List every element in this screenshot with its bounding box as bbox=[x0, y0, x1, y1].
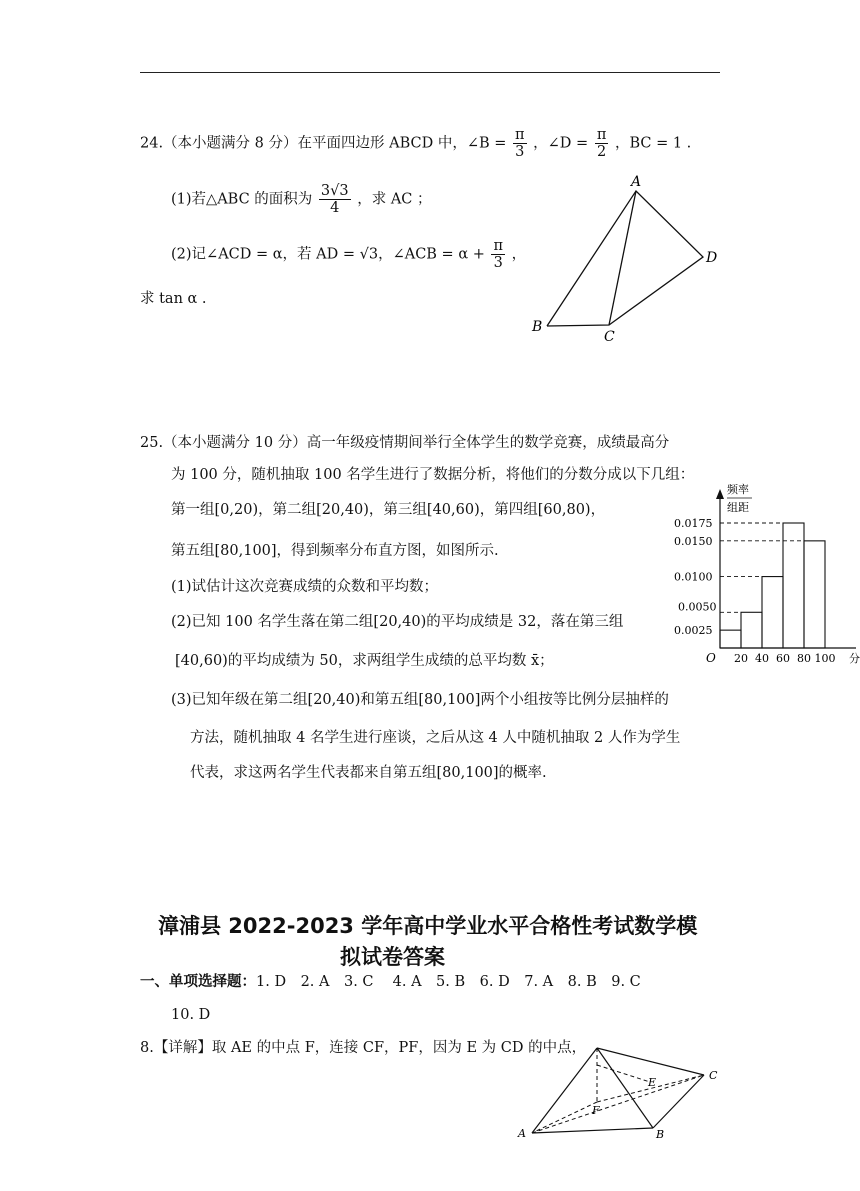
choice-answers bbox=[140, 972, 641, 992]
q25-part3: (3)已知年级在第二组[20,40)和第五组[80,100]两个小组按等比例分层抽样的 bbox=[171, 692, 669, 708]
x-tick-label: 60 bbox=[776, 652, 790, 665]
histogram-bar bbox=[783, 523, 804, 648]
x-tick-label: 80 bbox=[797, 652, 811, 665]
y-tick-label: 0.0175 bbox=[674, 517, 713, 530]
x-tick-label: 20 bbox=[734, 652, 748, 665]
pyramid-figure bbox=[520, 1040, 735, 1145]
q25-part1: (1)试估计这次竞赛成绩的众数和平均数； bbox=[171, 579, 439, 595]
frequency-histogram bbox=[658, 473, 858, 668]
q25-line3: 第一组[0,20)，第二组[20,40)，第三组[40,60)，第四组[60,80)， bbox=[171, 502, 606, 518]
q8-text: 取 AE 的中点 F，连接 CF，PF，因为 E 为 CD 的中点， bbox=[211, 1040, 587, 1056]
q24-part2: (2)记∠ACD = α，若 AD = √3，∠ACB = α + $\frac{\pi}{3}$ ， bbox=[171, 238, 527, 271]
origin-label: O bbox=[706, 651, 716, 665]
y-axis-arrow bbox=[716, 489, 724, 499]
histogram-bar bbox=[720, 630, 741, 648]
q24-part1: (1)若△ABC 的面积为 $\frac{3√3}{4}$ ，求 AC ； bbox=[171, 183, 432, 216]
q24-tail: ，BC = 1 . bbox=[614, 135, 692, 152]
quad-edges bbox=[547, 191, 703, 326]
q24-mid: ，∠D = bbox=[533, 135, 589, 152]
y-label-bottom: 组距 bbox=[727, 501, 749, 514]
histogram-bar bbox=[762, 577, 783, 648]
label-c: C bbox=[604, 329, 615, 345]
answer-title-line2: 拟试卷答案 bbox=[340, 945, 445, 969]
y-tick-label: 0.0025 bbox=[674, 624, 713, 638]
q25-line4: 第五组[80,100]，得到频率分布直方图，如图所示. bbox=[171, 543, 499, 559]
label-a: A bbox=[631, 174, 642, 190]
pi-over-3-b: $\frac{\pi}{3}$ bbox=[493, 238, 504, 271]
label-b: B bbox=[656, 1128, 665, 1141]
q25-part2: (2)已知 100 名学生落在第二组[20,40)的平均成绩是 32，落在第三组 bbox=[171, 614, 624, 630]
quadrilateral-figure bbox=[525, 170, 725, 350]
y-tick-label: 0.0050 bbox=[678, 600, 717, 614]
q25-line2: 为 100 分，随机抽取 100 名学生进行了数据分析，将他们的分数分成以下几组： bbox=[171, 467, 695, 483]
pi-over-2: $\frac{\pi}{2}$ bbox=[596, 127, 607, 160]
q24-statement bbox=[140, 127, 691, 160]
answer-title-line1: 漳浦县 2022-2023 学年高中学业水平合格性考试数学模 bbox=[158, 914, 698, 938]
histogram-bar bbox=[804, 541, 825, 648]
label-d: D bbox=[706, 250, 718, 266]
choice-answers-cont: 10. D bbox=[171, 1007, 211, 1023]
q25-line1: 25.（本小题满分 10 分）高一年级疫情期间举行全体学生的数学竞赛，成绩最高分 bbox=[140, 435, 670, 451]
q25-part3-cont2: 代表，求这两名学生代表都来自第五组[80,100]的概率. bbox=[190, 765, 547, 781]
choice-list: 1. D 2. A 3. C 4. A 5. B 6. D 7. A 8. B 9. C bbox=[256, 974, 641, 990]
x-tick-label: 40 bbox=[755, 652, 769, 665]
q25-part2-cont: [40,60)的平均成绩为 50，求两组学生成绩的总平均数 x̄； bbox=[175, 653, 554, 669]
q24-lead: 24.（本小题满分 8 分）在平面四边形 ABCD 中，∠B = bbox=[140, 135, 507, 152]
y-tick-label: 0.0100 bbox=[674, 570, 713, 584]
q24-part2-ask: 求 tan α . bbox=[140, 291, 207, 307]
histogram-bar bbox=[741, 612, 762, 648]
label-c: C bbox=[709, 1069, 718, 1082]
area-fraction: $\frac{3√3}{4}$ bbox=[320, 183, 349, 216]
label-f: F bbox=[592, 1104, 600, 1117]
q25-part3-cont1: 方法，随机抽取 4 名学生进行座谈，之后从这 4 人中随机抽取 2 人作为学生 bbox=[190, 730, 681, 746]
section-label: 一、单项选择题： bbox=[140, 974, 256, 990]
label-a: A bbox=[518, 1127, 526, 1140]
label-b: B bbox=[532, 319, 543, 335]
pi-over-3: $\frac{\pi}{3}$ bbox=[515, 127, 525, 160]
header-rule bbox=[140, 72, 720, 73]
x-axis-unit: 分 bbox=[849, 652, 860, 665]
label-e: E bbox=[648, 1076, 657, 1089]
q8-label: 8.【详解】 bbox=[140, 1040, 212, 1056]
x-tick-label: 100 bbox=[814, 652, 836, 665]
y-label-top: 频率 bbox=[727, 483, 749, 496]
y-tick-label: 0.0150 bbox=[674, 534, 713, 548]
